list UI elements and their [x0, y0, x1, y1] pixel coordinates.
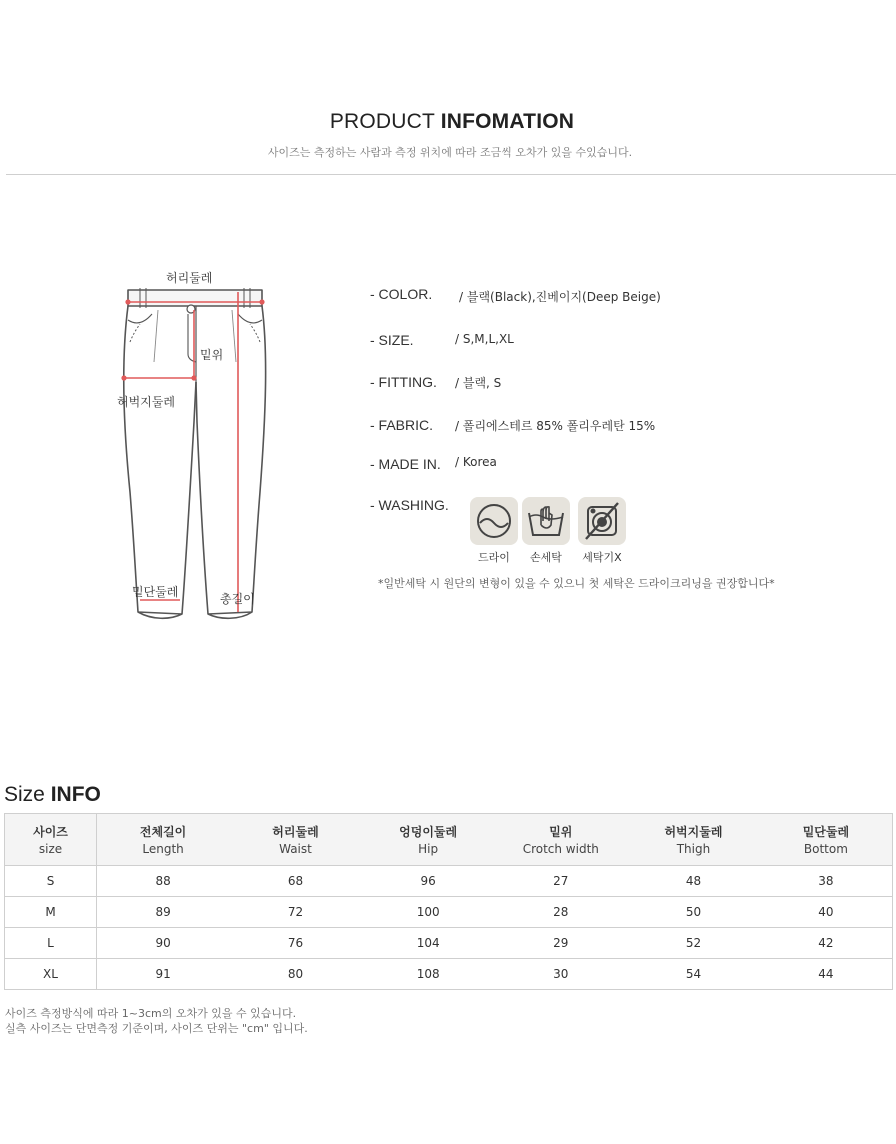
- dry-clean-icon: [470, 497, 518, 545]
- size-table-header-thigh: [627, 814, 760, 866]
- spec-color-value: / 블랙(Black),진베이지(Deep Beige): [459, 290, 661, 304]
- table-cell: 76: [229, 928, 362, 959]
- page-title-light: PRODUCT: [329, 110, 441, 133]
- table-cell: 104: [362, 928, 495, 959]
- table-cell: 80: [229, 959, 362, 990]
- header-en: Thigh: [676, 842, 711, 856]
- diagram-label-length: 총길이: [220, 592, 255, 606]
- size-table-header-size: [5, 814, 97, 866]
- spec-fabric-key: - FABRIC.: [370, 417, 434, 433]
- header-ko: 허리둘레: [272, 825, 319, 839]
- spec-made-in-key: - MADE IN.: [370, 456, 441, 472]
- spec-size-value: / S,M,L,XL: [455, 332, 514, 346]
- spec-washing-key: - WASHING.: [370, 497, 449, 513]
- table-cell: 90: [97, 928, 230, 959]
- table-row: [5, 897, 893, 928]
- washing-item-hand: [520, 497, 572, 565]
- table-cell: 29: [494, 928, 627, 959]
- header-ko: 사이즈: [33, 825, 68, 839]
- table-cell: 54: [627, 959, 760, 990]
- header-ko: 밑단둘레: [802, 825, 850, 839]
- table-cell: 88: [97, 866, 230, 897]
- table-cell-size: XL: [5, 959, 97, 990]
- size-table-header-crotch: [494, 814, 627, 866]
- size-table: [4, 813, 893, 990]
- table-cell: 89: [97, 897, 230, 928]
- spec-color-key: - COLOR.: [370, 286, 433, 302]
- spec-fitting-value: / 블랙, S: [455, 376, 502, 390]
- header-en: Bottom: [803, 842, 848, 856]
- hand-wash-icon: [522, 497, 570, 545]
- header-divider: [6, 174, 896, 175]
- header-en: Length: [142, 842, 184, 856]
- size-info-title-bold: INFO: [50, 783, 101, 806]
- washing-label-no-machine: 세탁기X: [582, 551, 622, 564]
- diagram-label-thigh: 허벅지둘레: [117, 395, 175, 409]
- pants-illustration: [100, 262, 290, 632]
- diagram-label-rise: 밑위: [200, 348, 224, 362]
- table-row: [5, 866, 893, 897]
- table-cell-size: L: [5, 928, 97, 959]
- size-info-title: [4, 783, 101, 807]
- table-cell: 27: [494, 866, 627, 897]
- size-table-header-length: [97, 814, 230, 866]
- page-title-bold: INFOMATION: [440, 110, 575, 133]
- table-row: [5, 928, 893, 959]
- size-info-title-light: Size: [4, 783, 51, 806]
- table-cell: 44: [760, 959, 893, 990]
- table-cell: 30: [494, 959, 627, 990]
- header-en: Crotch width: [522, 842, 599, 856]
- table-cell: 100: [362, 897, 495, 928]
- size-footnote: 사이즈 측정방식에 따라 1~3cm의 오차가 있을 수 있습니다.: [5, 1007, 297, 1020]
- header-ko: 전체길이: [139, 825, 187, 839]
- table-cell: 48: [627, 866, 760, 897]
- spec-fitting-key: - FITTING.: [370, 374, 437, 390]
- header-en: Hip: [418, 842, 439, 856]
- washing-icons: [468, 497, 638, 567]
- size-table-header-row: [5, 814, 893, 866]
- table-cell: 72: [229, 897, 362, 928]
- no-machine-wash-icon: [578, 497, 626, 545]
- table-cell: 96: [362, 866, 495, 897]
- table-cell: 38: [760, 866, 893, 897]
- spec-made-in-value: / Korea: [455, 455, 497, 469]
- table-cell: 108: [362, 959, 495, 990]
- table-cell: 50: [627, 897, 760, 928]
- washing-label-hand: 손세탁: [530, 551, 562, 564]
- diagram-label-waist: 허리둘레: [166, 271, 213, 285]
- header-ko: 엉덩이둘레: [399, 825, 458, 839]
- washing-item-dry: [468, 497, 520, 565]
- page-title: [0, 110, 896, 134]
- washing-item-no-machine: [576, 497, 628, 565]
- diagram-label-hem: 밑단둘레: [132, 585, 179, 599]
- table-cell-size: S: [5, 866, 97, 897]
- header-ko: 허벅지둘레: [664, 825, 723, 839]
- header-en: size: [38, 842, 63, 856]
- header-en: Waist: [279, 842, 312, 856]
- table-cell: 28: [494, 897, 627, 928]
- table-cell: 42: [760, 928, 893, 959]
- washing-label-dry: 드라이: [478, 551, 510, 564]
- spec-fabric-value: / 폴리에스테르 85% 폴리우레탄 15%: [455, 419, 656, 433]
- table-row: [5, 959, 893, 990]
- table-cell-size: M: [5, 897, 97, 928]
- page-subtitle: 사이즈는 측정하는 사람과 측정 위치에 따라 조금씩 오차가 있을 수있습니다.: [267, 146, 633, 159]
- table-cell: 68: [229, 866, 362, 897]
- size-footnotes: [5, 1006, 308, 1036]
- pants-measurement-diagram: [100, 262, 290, 632]
- table-cell: 52: [627, 928, 760, 959]
- table-cell: 91: [97, 959, 230, 990]
- size-table-header-waist: [229, 814, 362, 866]
- size-footnote: 실측 사이즈는 단면측정 기준이며, 사이즈 단위는 "cm" 입니다.: [5, 1022, 308, 1035]
- spec-size-key: - SIZE.: [370, 332, 414, 348]
- washing-note: *일반세탁 시 원단의 변형이 있을 수 있으니 첫 세탁은 드라이크리닝을 권장합니다*: [378, 577, 775, 590]
- size-table-header-bottom: [760, 814, 893, 866]
- size-table-header-hip: [362, 814, 495, 866]
- table-cell: 40: [760, 897, 893, 928]
- header-ko: 밑위: [549, 825, 573, 839]
